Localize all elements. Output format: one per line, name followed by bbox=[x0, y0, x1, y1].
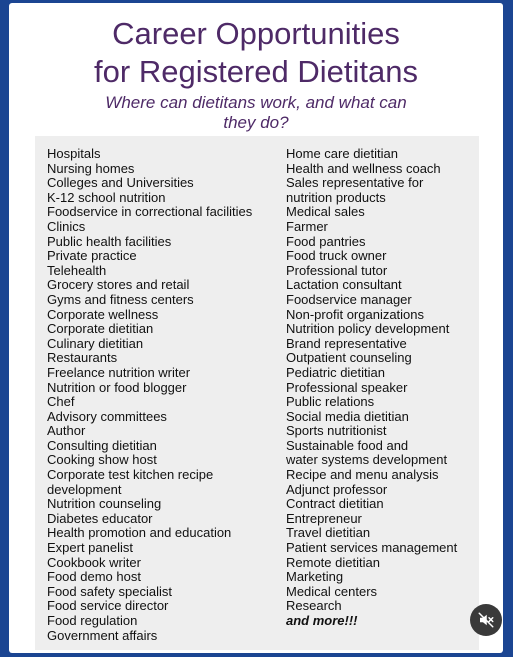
list-item: Home care dietitian bbox=[286, 146, 398, 161]
list-item: Foodservice in correctional facilities bbox=[47, 204, 253, 220]
list-item: Health promotion and education bbox=[47, 525, 232, 541]
list-item: Expert panelist bbox=[47, 540, 133, 556]
list-item: Outpatient counseling bbox=[286, 350, 412, 366]
list-item: Medical sales bbox=[286, 204, 365, 220]
list-item: Cookbook writer bbox=[47, 554, 141, 570]
list-item: Foodservice manager bbox=[286, 291, 412, 307]
list-item: Patient services management bbox=[286, 540, 458, 556]
list-item: Contract dietitian bbox=[286, 496, 384, 512]
list-item: Food regulation bbox=[47, 613, 138, 628]
list-item: Culinary dietitian bbox=[47, 335, 144, 351]
list-item: Chef bbox=[47, 394, 75, 410]
list-item: Advisory committees bbox=[47, 408, 167, 424]
infographic-card bbox=[9, 3, 503, 653]
list-item: K-12 school nutrition bbox=[47, 189, 166, 205]
list-item: Nutrition policy development bbox=[286, 321, 450, 337]
list-item: Public relations bbox=[286, 394, 375, 410]
list-item: Telehealth bbox=[47, 262, 107, 278]
list-item: Corporate wellness bbox=[47, 306, 159, 322]
list-item: Remote dietitian bbox=[286, 554, 380, 570]
list-item: Government affairs bbox=[47, 627, 158, 643]
list-item: Cooking show host bbox=[47, 452, 157, 468]
list-item: Diabetes educator bbox=[47, 510, 153, 526]
list-item: Entrepreneur bbox=[286, 510, 362, 526]
list-item: Sports nutritionist bbox=[286, 423, 387, 439]
list-item: Pediatric dietitian bbox=[286, 364, 385, 380]
list-item: Adjunct professor bbox=[286, 481, 388, 497]
list-item: Hospitals bbox=[47, 146, 101, 161]
list-item: Freelance nutrition writer bbox=[47, 364, 191, 380]
list-item: water systems development bbox=[286, 452, 448, 468]
list-item: Health and wellness coach bbox=[286, 160, 441, 176]
list-item: Colleges and Universities bbox=[47, 175, 194, 191]
list-item: Corporate dietitian bbox=[47, 321, 154, 337]
closing-text: and more!!! bbox=[286, 613, 358, 628]
list-item: development bbox=[47, 481, 122, 497]
title-line-1: Career Opportunities bbox=[112, 16, 400, 51]
list-item: Grocery stores and retail bbox=[47, 277, 190, 293]
list-item: Author bbox=[47, 423, 86, 439]
list-item: Brand representative bbox=[286, 335, 407, 351]
subtitle-line-2: they do? bbox=[223, 113, 289, 132]
list-item: Private practice bbox=[47, 248, 137, 264]
list-item: Nursing homes bbox=[47, 160, 135, 176]
list-item: Travel dietitian bbox=[286, 525, 371, 541]
list-item: Professional tutor bbox=[286, 262, 388, 278]
list-item: Sales representative for bbox=[286, 175, 424, 191]
list-item: Medical centers bbox=[286, 583, 378, 599]
list-item: Gyms and fitness centers bbox=[47, 291, 194, 307]
list-item: Food demo host bbox=[47, 569, 141, 585]
career-list-panel bbox=[35, 136, 479, 650]
subtitle bbox=[69, 93, 443, 133]
career-list-left bbox=[47, 147, 252, 643]
page-title bbox=[9, 15, 503, 91]
list-item: Nutrition counseling bbox=[47, 496, 162, 512]
list-item: Non-profit organizations bbox=[286, 306, 425, 322]
list-item: Corporate test kitchen recipe bbox=[47, 467, 214, 483]
title-line-2: for Registered Dietitans bbox=[94, 54, 418, 89]
list-item: Farmer bbox=[286, 218, 328, 234]
list-item: Restaurants bbox=[47, 350, 118, 366]
list-item: Food service director bbox=[47, 598, 169, 614]
list-item: Food pantries bbox=[286, 233, 366, 249]
mute-button[interactable] bbox=[470, 604, 502, 636]
list-item: Social media dietitian bbox=[286, 408, 409, 424]
list-item: Food truck owner bbox=[286, 248, 387, 264]
list-item: Clinics bbox=[47, 218, 86, 234]
list-item: Consulting dietitian bbox=[47, 437, 157, 453]
list-item: Food safety specialist bbox=[47, 583, 173, 599]
speaker-muted-icon bbox=[477, 611, 495, 629]
list-item: Research bbox=[286, 598, 342, 614]
list-item: Professional speaker bbox=[286, 379, 408, 395]
list-item: Sustainable food and bbox=[286, 437, 409, 453]
list-item: Marketing bbox=[286, 569, 344, 585]
list-item: Public health facilities bbox=[47, 233, 172, 249]
career-list-right bbox=[286, 147, 457, 629]
list-item: nutrition products bbox=[286, 189, 386, 205]
list-item: Lactation consultant bbox=[286, 277, 402, 293]
list-item: Recipe and menu analysis bbox=[286, 467, 439, 483]
subtitle-line-1: Where can dietitans work, and what can bbox=[105, 93, 407, 112]
list-item: Nutrition or food blogger bbox=[47, 379, 187, 395]
